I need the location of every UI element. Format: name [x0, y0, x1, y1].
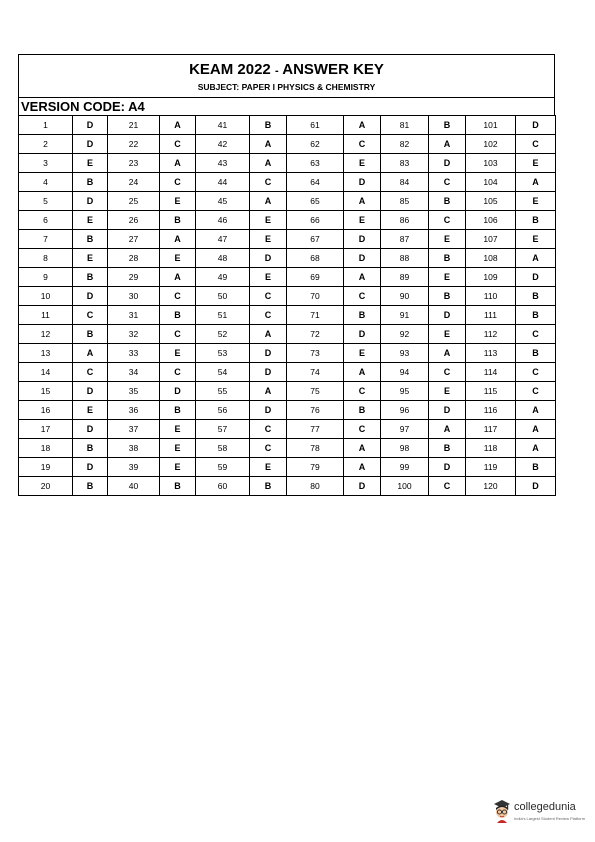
- answer-option: C: [429, 363, 466, 382]
- question-number: 88: [381, 249, 429, 268]
- answer-option: E: [344, 211, 381, 230]
- question-number: 18: [19, 439, 73, 458]
- answer-option: D: [73, 287, 108, 306]
- graduate-mascot-icon: [492, 797, 512, 823]
- table-row: [19, 154, 556, 173]
- question-number: 87: [381, 230, 429, 249]
- logo-tagline: India's Largest Student Review Platform: [514, 816, 586, 821]
- question-number: 117: [466, 420, 516, 439]
- question-number: 26: [108, 211, 160, 230]
- table-row: [19, 363, 556, 382]
- question-number: 20: [19, 477, 73, 496]
- question-number: 108: [466, 249, 516, 268]
- answer-option: B: [73, 268, 108, 287]
- logo-name: collegedunia: [514, 801, 576, 813]
- answer-option: C: [73, 306, 108, 325]
- answer-option: E: [429, 325, 466, 344]
- question-number: 101: [466, 116, 516, 135]
- question-number: 50: [196, 287, 250, 306]
- answer-option: D: [250, 249, 287, 268]
- question-number: 49: [196, 268, 250, 287]
- answer-option: B: [160, 211, 196, 230]
- answer-option: D: [516, 268, 556, 287]
- question-number: 8: [19, 249, 73, 268]
- answer-option: D: [250, 363, 287, 382]
- answer-option: A: [344, 363, 381, 382]
- answer-option: E: [516, 154, 556, 173]
- answer-option: A: [250, 135, 287, 154]
- question-number: 63: [287, 154, 344, 173]
- question-number: 51: [196, 306, 250, 325]
- question-number: 74: [287, 363, 344, 382]
- answer-option: E: [250, 230, 287, 249]
- question-number: 89: [381, 268, 429, 287]
- answer-option: B: [160, 477, 196, 496]
- table-row: [19, 116, 556, 135]
- answer-option: E: [344, 344, 381, 363]
- answer-option: A: [160, 116, 196, 135]
- question-number: 46: [196, 211, 250, 230]
- question-number: 48: [196, 249, 250, 268]
- title-dash: -: [274, 65, 279, 77]
- question-number: 21: [108, 116, 160, 135]
- question-number: 78: [287, 439, 344, 458]
- question-number: 44: [196, 173, 250, 192]
- answer-option: E: [429, 268, 466, 287]
- table-row: [19, 192, 556, 211]
- question-number: 40: [108, 477, 160, 496]
- answer-option: B: [160, 306, 196, 325]
- answer-option: A: [250, 325, 287, 344]
- answer-option: E: [160, 249, 196, 268]
- answer-option: B: [429, 249, 466, 268]
- answer-option: A: [344, 116, 381, 135]
- answer-option: B: [250, 477, 287, 496]
- question-number: 16: [19, 401, 73, 420]
- question-number: 35: [108, 382, 160, 401]
- question-number: 42: [196, 135, 250, 154]
- question-number: 3: [19, 154, 73, 173]
- answer-option: A: [429, 135, 466, 154]
- answer-table: [18, 115, 556, 496]
- answer-option: E: [250, 268, 287, 287]
- table-row: [19, 306, 556, 325]
- question-number: 10: [19, 287, 73, 306]
- question-number: 25: [108, 192, 160, 211]
- title-main: KEAM 2022: [189, 61, 271, 78]
- question-number: 80: [287, 477, 344, 496]
- answer-option: E: [516, 192, 556, 211]
- answer-option: C: [250, 439, 287, 458]
- answer-option: C: [344, 382, 381, 401]
- question-number: 90: [381, 287, 429, 306]
- answer-option: C: [73, 363, 108, 382]
- answer-option: A: [429, 420, 466, 439]
- answer-option: D: [344, 477, 381, 496]
- answer-key-sheet: [18, 54, 555, 496]
- question-number: 99: [381, 458, 429, 477]
- question-number: 70: [287, 287, 344, 306]
- answer-option: C: [344, 135, 381, 154]
- answer-option: C: [250, 420, 287, 439]
- question-number: 105: [466, 192, 516, 211]
- question-number: 37: [108, 420, 160, 439]
- answer-option: B: [73, 173, 108, 192]
- answer-option: B: [250, 116, 287, 135]
- question-number: 53: [196, 344, 250, 363]
- subject-line: SUBJECT: PAPER I PHYSICS & CHEMISTRY: [197, 82, 376, 92]
- answer-option: B: [516, 306, 556, 325]
- question-number: 12: [19, 325, 73, 344]
- table-row: [19, 211, 556, 230]
- table-row: [19, 325, 556, 344]
- question-number: 84: [381, 173, 429, 192]
- question-number: 116: [466, 401, 516, 420]
- answer-option: C: [344, 420, 381, 439]
- question-number: 45: [196, 192, 250, 211]
- answer-table-body: [19, 116, 556, 496]
- table-row: [19, 439, 556, 458]
- question-number: 36: [108, 401, 160, 420]
- question-number: 39: [108, 458, 160, 477]
- question-number: 64: [287, 173, 344, 192]
- question-number: 96: [381, 401, 429, 420]
- answer-option: B: [429, 439, 466, 458]
- question-number: 22: [108, 135, 160, 154]
- answer-option: A: [429, 344, 466, 363]
- answer-option: E: [73, 401, 108, 420]
- version-code: VERSION CODE: A4: [18, 97, 555, 115]
- question-number: 114: [466, 363, 516, 382]
- question-number: 97: [381, 420, 429, 439]
- question-number: 77: [287, 420, 344, 439]
- answer-option: B: [516, 458, 556, 477]
- question-number: 27: [108, 230, 160, 249]
- question-number: 59: [196, 458, 250, 477]
- answer-option: B: [429, 192, 466, 211]
- table-row: [19, 458, 556, 477]
- answer-option: A: [250, 154, 287, 173]
- answer-option: A: [73, 344, 108, 363]
- question-number: 104: [466, 173, 516, 192]
- question-number: 75: [287, 382, 344, 401]
- answer-option: D: [160, 382, 196, 401]
- answer-option: A: [516, 439, 556, 458]
- question-number: 71: [287, 306, 344, 325]
- question-number: 66: [287, 211, 344, 230]
- question-number: 6: [19, 211, 73, 230]
- question-number: 83: [381, 154, 429, 173]
- table-row: [19, 344, 556, 363]
- question-number: 15: [19, 382, 73, 401]
- answer-option: D: [516, 116, 556, 135]
- header-box: [18, 54, 555, 97]
- question-number: 52: [196, 325, 250, 344]
- question-number: 47: [196, 230, 250, 249]
- question-number: 7: [19, 230, 73, 249]
- question-number: 5: [19, 192, 73, 211]
- question-number: 30: [108, 287, 160, 306]
- answer-option: C: [160, 363, 196, 382]
- table-row: [19, 477, 556, 496]
- question-number: 4: [19, 173, 73, 192]
- answer-option: B: [344, 306, 381, 325]
- answer-option: D: [429, 306, 466, 325]
- question-number: 67: [287, 230, 344, 249]
- answer-option: E: [160, 344, 196, 363]
- answer-option: A: [344, 268, 381, 287]
- table-row: [19, 230, 556, 249]
- question-number: 107: [466, 230, 516, 249]
- question-number: 95: [381, 382, 429, 401]
- table-row: [19, 382, 556, 401]
- question-number: 119: [466, 458, 516, 477]
- table-row: [19, 401, 556, 420]
- question-number: 73: [287, 344, 344, 363]
- answer-option: C: [250, 306, 287, 325]
- question-number: 11: [19, 306, 73, 325]
- answer-option: E: [429, 230, 466, 249]
- question-number: 58: [196, 439, 250, 458]
- question-number: 98: [381, 439, 429, 458]
- answer-option: C: [160, 287, 196, 306]
- table-row: [19, 287, 556, 306]
- answer-option: A: [344, 192, 381, 211]
- question-number: 110: [466, 287, 516, 306]
- answer-option: D: [73, 458, 108, 477]
- answer-option: D: [429, 401, 466, 420]
- answer-option: A: [250, 192, 287, 211]
- question-number: 62: [287, 135, 344, 154]
- answer-option: C: [429, 477, 466, 496]
- answer-option: C: [250, 287, 287, 306]
- answer-option: B: [429, 116, 466, 135]
- answer-option: B: [73, 477, 108, 496]
- answer-option: E: [160, 439, 196, 458]
- question-number: 103: [466, 154, 516, 173]
- answer-option: D: [344, 230, 381, 249]
- answer-option: C: [250, 173, 287, 192]
- question-number: 68: [287, 249, 344, 268]
- question-number: 34: [108, 363, 160, 382]
- question-number: 65: [287, 192, 344, 211]
- question-number: 92: [381, 325, 429, 344]
- question-number: 91: [381, 306, 429, 325]
- table-row: [19, 420, 556, 439]
- answer-option: A: [160, 230, 196, 249]
- question-number: 60: [196, 477, 250, 496]
- question-number: 56: [196, 401, 250, 420]
- answer-option: D: [344, 325, 381, 344]
- question-number: 111: [466, 306, 516, 325]
- answer-option: B: [429, 287, 466, 306]
- answer-option: D: [73, 420, 108, 439]
- answer-option: A: [516, 420, 556, 439]
- answer-option: E: [160, 192, 196, 211]
- answer-option: D: [73, 135, 108, 154]
- question-number: 120: [466, 477, 516, 496]
- question-number: 54: [196, 363, 250, 382]
- question-number: 61: [287, 116, 344, 135]
- answer-option: E: [73, 154, 108, 173]
- question-number: 106: [466, 211, 516, 230]
- question-number: 94: [381, 363, 429, 382]
- question-number: 31: [108, 306, 160, 325]
- question-number: 41: [196, 116, 250, 135]
- answer-option: B: [344, 401, 381, 420]
- answer-option: E: [73, 249, 108, 268]
- question-number: 33: [108, 344, 160, 363]
- answer-option: E: [516, 230, 556, 249]
- answer-option: E: [160, 458, 196, 477]
- table-row: [19, 249, 556, 268]
- answer-option: A: [160, 154, 196, 173]
- answer-option: E: [429, 382, 466, 401]
- answer-option: A: [160, 268, 196, 287]
- question-number: 1: [19, 116, 73, 135]
- answer-option: D: [429, 154, 466, 173]
- answer-option: A: [516, 173, 556, 192]
- answer-option: A: [344, 439, 381, 458]
- question-number: 86: [381, 211, 429, 230]
- answer-option: E: [344, 154, 381, 173]
- question-number: 109: [466, 268, 516, 287]
- answer-option: E: [160, 420, 196, 439]
- question-number: 29: [108, 268, 160, 287]
- page-title: [19, 55, 554, 81]
- answer-option: D: [73, 192, 108, 211]
- answer-option: C: [516, 363, 556, 382]
- question-number: 82: [381, 135, 429, 154]
- table-row: [19, 173, 556, 192]
- question-number: 85: [381, 192, 429, 211]
- answer-option: E: [250, 211, 287, 230]
- collegedunia-logo: [492, 797, 584, 827]
- question-number: 118: [466, 439, 516, 458]
- answer-option: C: [516, 382, 556, 401]
- answer-option: C: [160, 173, 196, 192]
- question-number: 17: [19, 420, 73, 439]
- answer-option: B: [516, 211, 556, 230]
- answer-option: C: [516, 135, 556, 154]
- answer-option: C: [160, 135, 196, 154]
- answer-option: E: [73, 211, 108, 230]
- title-rest: ANSWER KEY: [282, 61, 384, 78]
- question-number: 93: [381, 344, 429, 363]
- question-number: 112: [466, 325, 516, 344]
- answer-option: C: [516, 325, 556, 344]
- answer-option: A: [516, 249, 556, 268]
- question-number: 113: [466, 344, 516, 363]
- question-number: 102: [466, 135, 516, 154]
- question-number: 28: [108, 249, 160, 268]
- question-number: 55: [196, 382, 250, 401]
- question-number: 2: [19, 135, 73, 154]
- table-row: [19, 268, 556, 287]
- answer-option: C: [429, 211, 466, 230]
- question-number: 14: [19, 363, 73, 382]
- question-number: 76: [287, 401, 344, 420]
- answer-option: D: [73, 116, 108, 135]
- question-number: 79: [287, 458, 344, 477]
- answer-option: E: [250, 458, 287, 477]
- question-number: 9: [19, 268, 73, 287]
- answer-option: D: [429, 458, 466, 477]
- answer-option: B: [160, 401, 196, 420]
- answer-option: A: [250, 382, 287, 401]
- answer-option: B: [73, 439, 108, 458]
- answer-option: D: [516, 477, 556, 496]
- question-number: 23: [108, 154, 160, 173]
- answer-option: B: [516, 344, 556, 363]
- question-number: 24: [108, 173, 160, 192]
- answer-option: B: [73, 230, 108, 249]
- question-number: 32: [108, 325, 160, 344]
- question-number: 57: [196, 420, 250, 439]
- answer-option: C: [160, 325, 196, 344]
- answer-option: D: [250, 401, 287, 420]
- question-number: 19: [19, 458, 73, 477]
- question-number: 100: [381, 477, 429, 496]
- answer-option: C: [429, 173, 466, 192]
- answer-option: D: [344, 249, 381, 268]
- answer-option: D: [73, 382, 108, 401]
- answer-option: B: [516, 287, 556, 306]
- question-number: 13: [19, 344, 73, 363]
- question-number: 81: [381, 116, 429, 135]
- answer-option: D: [344, 173, 381, 192]
- question-number: 115: [466, 382, 516, 401]
- question-number: 72: [287, 325, 344, 344]
- answer-option: C: [344, 287, 381, 306]
- question-number: 69: [287, 268, 344, 287]
- question-number: 43: [196, 154, 250, 173]
- answer-option: A: [344, 458, 381, 477]
- answer-option: D: [250, 344, 287, 363]
- answer-option: B: [73, 325, 108, 344]
- table-row: [19, 135, 556, 154]
- question-number: 38: [108, 439, 160, 458]
- answer-option: A: [516, 401, 556, 420]
